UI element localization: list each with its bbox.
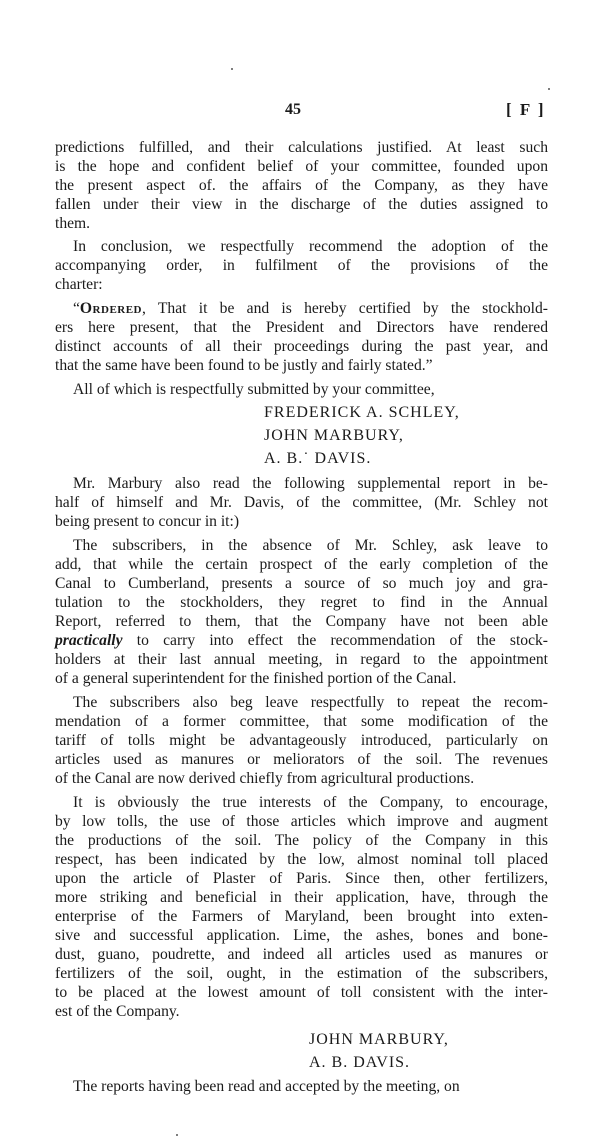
text-line: half of himself and Mr. Davis, of the committee, (Mr. Schley not [55,494,548,511]
paragraph [55,237,548,294]
text-line: articles used as manures or meliorators of the soil. The revenues [55,751,548,768]
text-line: more striking and beneficial in their application, have, through the [55,889,548,906]
paragraph [55,380,548,399]
text-line: distinct accounts of all their proceedings during the past year, and [55,338,548,355]
text-segment: “ [73,300,80,317]
text-line: The subscribers, in the absence of Mr. Schley, ask leave to [73,537,548,554]
scan-speck [231,68,233,70]
paragraph [55,138,548,233]
page-number: 45 [285,101,301,118]
scan-speck [548,88,550,90]
text-line: ers here present, that the President and Directors have rendered [55,319,548,336]
scan-speck [176,1134,178,1136]
text-line: sive and successful application. Lime, the ashes, bones and bone- [55,927,548,944]
text-line: est of the Company. [55,1003,180,1020]
paragraph [55,299,548,375]
signature-mark: [ F ] [506,100,546,119]
text-line: The subscribers also beg leave respectfully to repeat the recom- [73,694,548,711]
text-line: the present aspect of. the affairs of the Company, as they have [55,177,548,194]
signature-name: A. B. DAVIS. [309,1054,411,1071]
text-line: charter: [55,276,103,293]
text-line: fallen under their view in the discharge of the duties assigned to [55,196,548,213]
text-segment: , That it be and is hereby certified by the stockhold- [142,300,548,317]
text-line: respect, has been indicated by the low, almost nominal toll placed [55,851,548,868]
text-line: accompanying order, in fulfilment of the provisions of the [55,257,548,274]
signature-name: A. B.˙ DAVIS. [264,450,372,467]
text-line: enterprise of the Farmers of Maryland, been brought into exten- [55,908,548,925]
text-line: It is obviously the true interests of the Company, to encourage, [73,794,548,811]
text-line: them. [55,215,91,232]
text-line: tulation to the stockholders, they regret to find in the Annual [55,594,548,611]
text-line: predictions fulfilled, and their calculations justified. At least such [55,139,548,156]
text-line: to be placed at the lowest amount of toll consistent with the inter- [55,984,548,1001]
text-line: that the same have been found to be justly and fairly stated.” [55,357,433,374]
text-line: by low tolls, the use of those articles which improve and augment [55,813,548,830]
text-line: Mr. Marbury also read the following supplemental report in be- [73,475,548,492]
text-line: fertilizers of the soil, ought, in the estimation of the subscribers, [55,965,548,982]
paragraph [55,793,548,1021]
text-line: upon the article of Plaster of Paris. Since then, other fertilizers, [55,870,548,887]
text-line: the productions of the soil. The policy of the Company in this [55,832,548,849]
text-line: Canal to Cumberland, presents a source of so much joy and gra- [55,575,548,592]
text-line: of a general superintendent for the finished portion of the Canal. [55,670,457,687]
text-line: is the hope and confident belief of your committee, founded upon [55,158,548,175]
text-line: mendation of a former committee, that some modification of the [55,713,548,730]
text-line: holders at their last annual meeting, in regard to the appointment [55,651,548,668]
text-line: being present to concur in it:) [55,513,240,530]
text-segment: to carry into effect the recommendation of the stock- [122,632,548,649]
text-line: dust, guano, poudrette, and indeed all articles used as manures or [55,946,548,963]
paragraph [55,536,548,688]
text-line: tariff of tolls might be advantageously introduced, particularly on [55,732,548,749]
text-line [55,299,548,318]
text-line: add, that while the certain prospect of the early completion of the [55,556,548,573]
italic-text: practically [55,632,123,649]
text-line: Report, referred to them, that the Company have not been able [55,613,548,630]
paragraph [55,1077,548,1096]
text-line [55,631,548,650]
small-caps-text: Ordered [79,300,143,317]
signature-name: JOHN MARBURY, [264,427,404,444]
text-line: The reports having been read and accepted by the meeting, on [73,1078,460,1095]
signature-name: FREDERICK A. SCHLEY, [264,404,460,421]
paragraph [55,474,548,531]
signature-name: JOHN MARBURY, [309,1031,449,1048]
text-line: In conclusion, we respectfully recommend the adoption of the [73,238,548,255]
text-line: All of which is respectfully submitted by your committee, [73,381,435,398]
paragraph [55,693,548,788]
text-line: of the Canal are now derived chiefly from agricultural productions. [55,770,475,787]
